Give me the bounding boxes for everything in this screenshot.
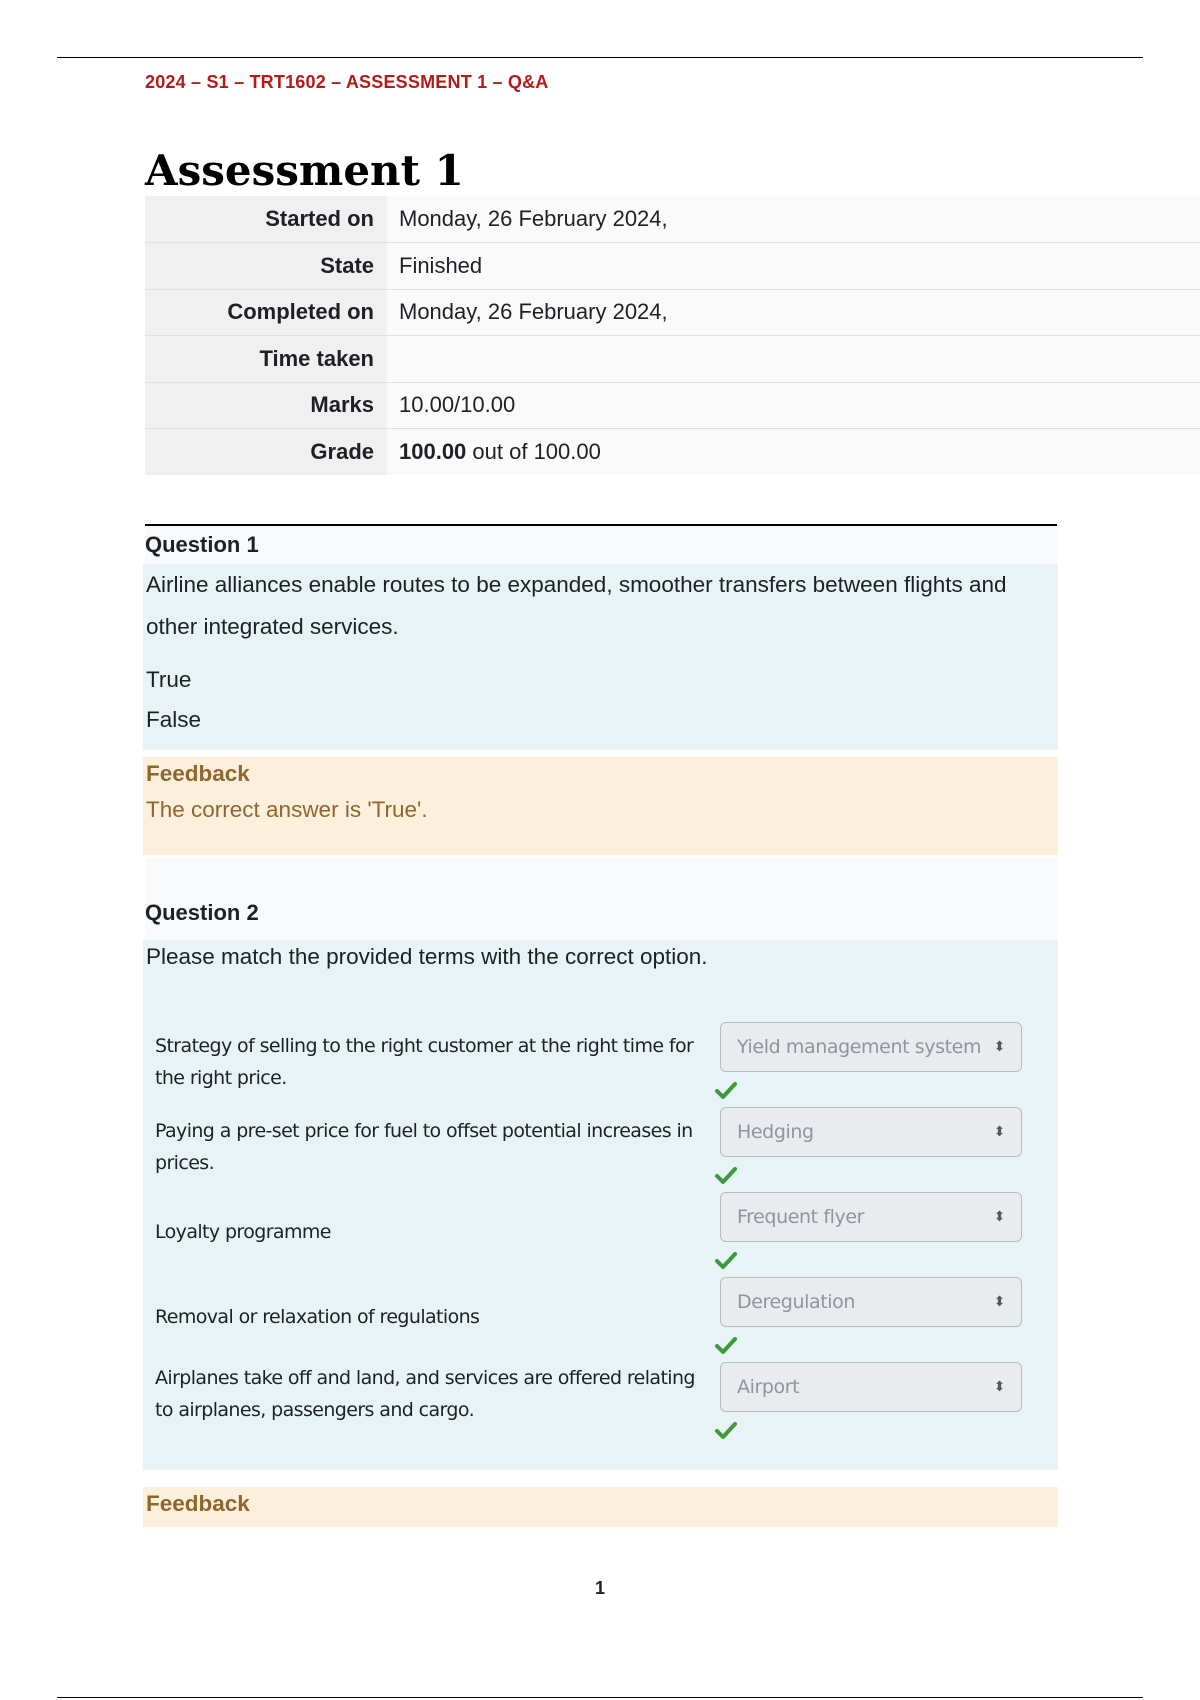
summary-value: Monday, 26 February 2024, xyxy=(387,289,1200,336)
summary-label: Grade xyxy=(145,429,387,476)
select-value: Airport xyxy=(737,1376,800,1398)
up-down-caret-icon: ⬍ xyxy=(993,1124,1005,1140)
up-down-caret-icon: ⬍ xyxy=(993,1209,1005,1225)
summary-row-completed xyxy=(145,289,1200,336)
question-1-feedback xyxy=(143,757,1058,855)
summary-row-started xyxy=(145,196,1200,243)
grade-value: 100.00 xyxy=(399,439,467,464)
attempt-summary-table xyxy=(145,196,1200,475)
summary-row-grade xyxy=(145,429,1200,476)
question-2-body xyxy=(143,940,1058,1470)
checkmark-icon xyxy=(714,1333,738,1357)
top-rule xyxy=(57,57,1143,58)
feedback-title: Feedback xyxy=(146,1491,250,1516)
question-2-heading: Question 2 xyxy=(145,858,1057,942)
up-down-caret-icon: ⬍ xyxy=(993,1039,1005,1055)
summary-value xyxy=(387,336,1200,383)
checkmark-icon xyxy=(714,1418,738,1442)
question-1-text: Airline alliances enable routes to be expanded, smoother transfers between flights and other integrated services. xyxy=(146,572,1007,639)
summary-value: Monday, 26 February 2024, xyxy=(387,196,1200,243)
document-header: 2024 – S1 – TRT1602 – ASSESSMENT 1 – Q&A xyxy=(145,72,549,92)
match-answer-select[interactable] xyxy=(720,1362,1022,1412)
match-answer-select[interactable] xyxy=(720,1192,1022,1242)
summary-label: State xyxy=(145,243,387,290)
question-2-text: Please match the provided terms with the correct option. xyxy=(146,944,708,969)
summary-value xyxy=(387,429,1200,476)
feedback-text: The correct answer is 'True'. xyxy=(146,797,428,822)
match-answer-select[interactable] xyxy=(720,1277,1022,1327)
question-2-feedback xyxy=(143,1487,1058,1527)
summary-row-marks xyxy=(145,382,1200,429)
select-value: Deregulation xyxy=(737,1291,856,1313)
feedback-title: Feedback xyxy=(146,761,250,786)
checkmark-icon xyxy=(714,1163,738,1187)
checkmark-icon xyxy=(714,1078,738,1102)
select-value: Frequent flyer xyxy=(737,1206,865,1228)
match-answer-select[interactable] xyxy=(720,1022,1022,1072)
summary-value: 10.00/10.00 xyxy=(387,382,1200,429)
summary-row-time-taken xyxy=(145,336,1200,383)
up-down-caret-icon: ⬍ xyxy=(993,1294,1005,1310)
match-term: Strategy of selling to the right customer at the right time for the right price. xyxy=(155,1035,694,1089)
page-title: Assessment 1 xyxy=(145,146,464,195)
summary-label: Completed on xyxy=(145,289,387,336)
summary-label: Started on xyxy=(145,196,387,243)
page-number: 1 xyxy=(594,1578,605,1598)
summary-label: Time taken xyxy=(145,336,387,383)
summary-value: Finished xyxy=(387,243,1200,290)
match-term: Paying a pre-set price for fuel to offset potential increases in prices. xyxy=(155,1120,693,1174)
select-value: Hedging xyxy=(737,1121,814,1143)
match-term: Airplanes take off and land, and services are offered relating to airplanes, passengers and cargo. xyxy=(155,1367,695,1421)
up-down-caret-icon: ⬍ xyxy=(993,1379,1005,1395)
summary-label: Marks xyxy=(145,382,387,429)
answer-option-true[interactable]: True xyxy=(146,667,192,692)
answer-option-false[interactable]: False xyxy=(146,707,202,732)
question-1-heading: Question 1 xyxy=(145,524,1057,564)
select-value: Yield management system xyxy=(737,1036,982,1058)
bottom-rule xyxy=(57,1697,1143,1698)
checkmark-icon xyxy=(714,1248,738,1272)
match-term: Removal or relaxation of regulations xyxy=(155,1306,480,1328)
match-answer-select[interactable] xyxy=(720,1107,1022,1157)
question-1-body xyxy=(143,564,1058,750)
summary-row-state xyxy=(145,243,1200,290)
grade-suffix: out of 100.00 xyxy=(466,439,601,464)
match-term: Loyalty programme xyxy=(155,1221,331,1243)
